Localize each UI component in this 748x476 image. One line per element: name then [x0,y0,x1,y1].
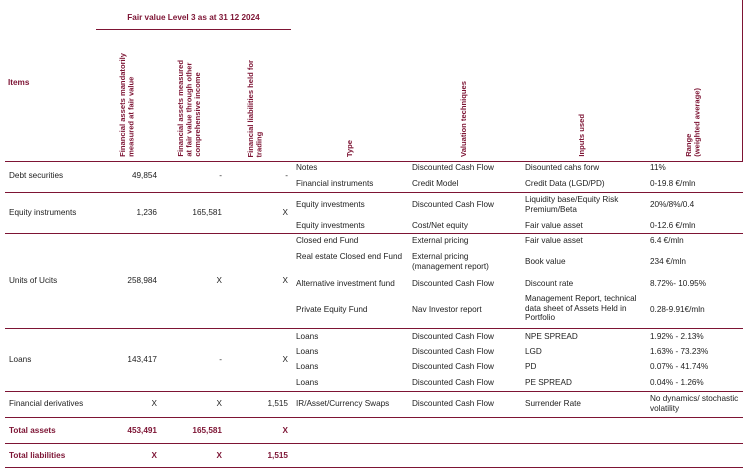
debt-tech-1: Discounted Cash Flow [412,163,494,172]
ucits-range-3: 8.72%- 10.95% [650,279,706,288]
total-assets-oci: 165,581 [192,426,222,435]
total-assets-mandatorily: 453,491 [127,426,157,435]
col-oci-header: Financial assets measured at fair value through other comprehensive income [176,60,203,157]
row-label-derivatives: Financial derivatives [9,399,84,408]
equity-type-2: Equity investments [296,221,365,230]
equity-input-2: Fair value asset [525,221,583,230]
loans-range-2: 1.63% - 73.23% [650,347,709,356]
equity-range-2: 0-12.6 €/mln [650,221,696,230]
deriv-oci: X [216,399,222,408]
loans-type-2: Loans [296,347,319,356]
loans-tech-2: Discounted Cash Flow [412,347,494,356]
header-bottom-rule [5,161,743,162]
items-header: Items [8,78,30,87]
separator-rule [5,328,743,329]
debt-range-1: 11% [650,163,666,172]
ucits-tech-2: External pricing (management report) [412,252,489,271]
loans-mandatorily: 143,417 [127,355,157,364]
valuation-header: Valuation techniques [459,81,468,157]
separator-rule [5,417,743,418]
debt-tech-2: Credit Model [412,179,459,188]
equity-liabilities: X [282,208,288,217]
ucits-liabilities: X [282,276,288,285]
loans-range-4: 0.04% - 1.26% [650,378,704,387]
debt-type-1: Notes [296,163,318,172]
loans-liabilities: X [282,355,288,364]
ucits-oci: X [216,276,222,285]
equity-type-1: Equity investments [296,200,365,209]
loans-range-3: 0.07% - 41.74% [650,362,709,371]
loans-type-1: Loans [296,332,319,341]
deriv-type-1: IR/Asset/Currency Swaps [296,399,390,408]
loans-tech-1: Discounted Cash Flow [412,332,494,341]
fair-value-group-title: Fair value Level 3 as at 31 12 2024 [127,13,260,22]
type-header: Type [345,139,354,157]
ucits-range-2: 234 €/mln [650,257,686,266]
loans-oci: - [219,355,222,364]
debt-liabilities: - [285,171,288,180]
debt-type-2: Financial instruments [296,179,374,188]
header-right-border [742,0,743,161]
deriv-tech-1: Discounted Cash Flow [412,399,494,408]
total-liabilities-liabilities: 1,515 [267,451,288,460]
ucits-input-3: Discount rate [525,279,574,288]
equity-tech-1: Discounted Cash Flow [412,200,494,209]
loans-input-4: PE SPREAD [525,378,572,387]
equity-tech-2: Cost/Net equity [412,221,468,230]
ucits-mandatorily: 258,984 [127,276,157,285]
ucits-tech-3: Discounted Cash Flow [412,279,494,288]
equity-oci: 165,581 [192,208,222,217]
ucits-type-2: Real estate Closed end Fund [296,252,403,261]
debt-input-2: Credit Data (LGD/PD) [525,179,605,188]
ucits-type-1: Closed end Fund [296,236,359,245]
loans-input-2: LGD [525,347,542,356]
range-header: Range (weighted average) [684,88,702,157]
col-liabilities-header: Financial liabilities held for trading [246,59,264,157]
ucits-tech-1: External pricing [412,236,469,245]
table-header [0,0,748,161]
total-liabilities-mandatorily: X [151,451,157,460]
equity-range-1: 20%/8%/0.4 [650,200,695,209]
table-bottom-rule [5,467,743,468]
ucits-range-1: 6.4 €/mln [650,236,684,245]
row-label-loans: Loans [9,355,32,364]
group-title-rule [96,29,291,30]
loans-type-4: Loans [296,378,319,387]
loans-tech-3: Discounted Cash Flow [412,362,494,371]
deriv-liabilities: 1,515 [267,399,288,408]
loans-type-3: Loans [296,362,319,371]
row-label-total-liabilities: Total liabilities [9,451,66,460]
row-label-ucits: Units of Ucits [9,276,58,285]
equity-input-1: Liquidity base/Equity Risk Premium/Beta [525,195,619,214]
deriv-mandatorily: X [151,399,157,408]
ucits-range-4: 0.28-9.91€/mln [650,305,705,314]
separator-rule [5,443,743,444]
row-label-debt: Debt securities [9,171,64,180]
equity-mandatorily: 1,236 [136,208,157,217]
separator-rule [5,233,743,234]
ucits-tech-4: Nav Investor report [412,305,482,314]
separator-rule [5,391,743,392]
loans-input-3: PD [525,362,537,371]
debt-input-1: Disounted cahs forw [525,163,600,172]
debt-range-2: 0-19.8 €/mln [650,179,696,188]
ucits-type-4: Private Equity Fund [296,305,368,314]
loans-input-1: NPE SPREAD [525,332,578,341]
row-label-equity: Equity instruments [9,208,77,217]
deriv-range-1: No dynamics/ stochastic volatility [650,394,739,413]
ucits-type-3: Alternative investment fund [296,279,395,288]
total-assets-liabilities: X [282,426,288,435]
col-mandatorily-header: Financial assets mandatorily measured at fair value [118,53,136,157]
deriv-input-1: Surrender Rate [525,399,581,408]
debt-oci: - [219,171,222,180]
ucits-input-1: Fair value asset [525,236,583,245]
ucits-input-4: Management Report, technical data sheet of Assets Held in Portfolio [525,294,637,323]
loans-tech-4: Discounted Cash Flow [412,378,494,387]
inputs-header: Inputs used [577,114,586,157]
debt-mandatorily: 49,854 [131,171,157,180]
separator-rule [5,192,743,193]
loans-range-1: 1.92% - 2.13% [650,332,704,341]
row-label-total-assets: Total assets [9,426,56,435]
total-liabilities-oci: X [216,451,222,460]
ucits-input-2: Book value [525,257,566,266]
